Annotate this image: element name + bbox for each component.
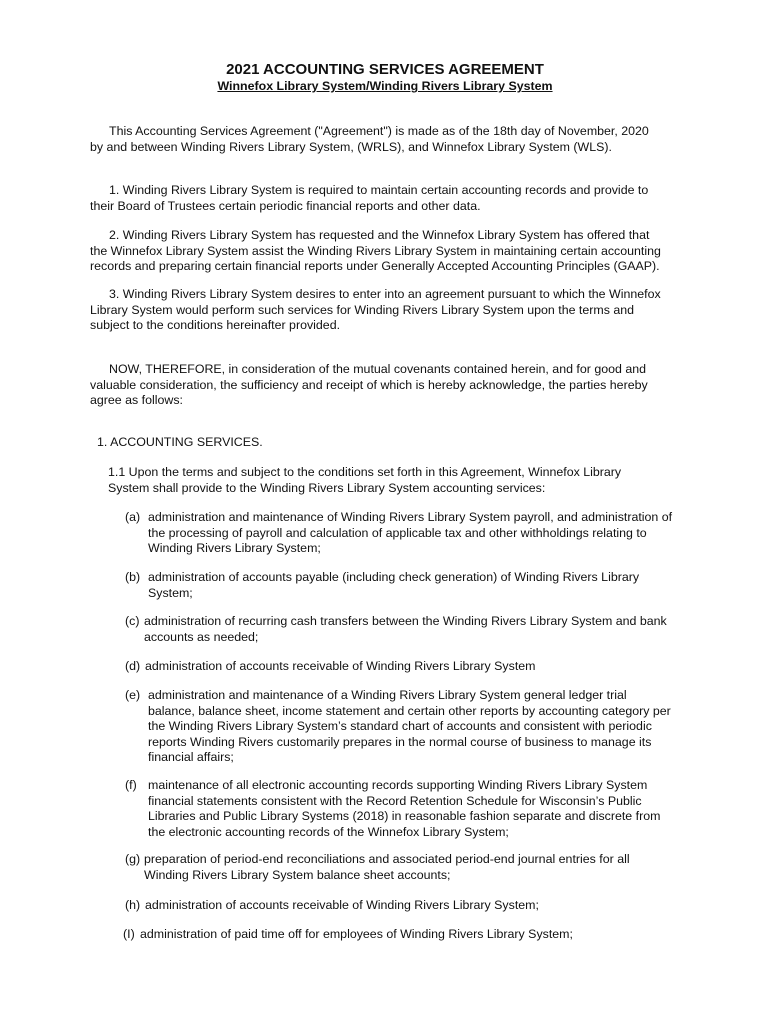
document-subtitle: Winnefox Library System/Winding Rivers Library System	[217, 79, 553, 93]
now-therefore-paragraph: NOW, THEREFORE, in consideration of the mutual covenants contained herein, and for good and valuable consideration, the sufficiency and receipt of which is hereby acknowledge, the parties hereby agree as follows:	[90, 362, 648, 407]
list-item	[125, 510, 675, 557]
recital-3: 3. Winding Rivers Library System desires to enter into an agreement pursuant to which the Winnefox Library System would perform such services for Winding Rivers Library System upon the terms and subject to the conditions hereinafter provided.	[90, 287, 661, 332]
item-label: (e)	[125, 688, 141, 702]
item-label: (c)	[125, 614, 140, 628]
item-text: administration of paid time off for employees of Winding Rivers Library System;	[140, 927, 573, 941]
item-text: administration of accounts payable (including check generation) of Winding Rivers Library System;	[148, 570, 640, 600]
list-item	[125, 688, 675, 766]
item-text: administration and maintenance of a Winding Rivers Library System general ledger trial balance, balance sheet, income statement and certain other reports by accounting category per the Winding Rivers Library System’s standard chart of accounts and consistent with periodic reports Winding Rivers customarily prepares in the normal course of business to manage its financial affairs;	[148, 688, 671, 764]
item-label: (I)	[123, 927, 135, 941]
item-text: administration of recurring cash transfers between the Winding Rivers Library System and bank accounts as needed;	[144, 614, 667, 644]
item-text: administration and maintenance of Winding Rivers Library System payroll, and administration of the processing of payroll and calculation of applicable tax and other withholdings relating to Winding Rivers Library System;	[148, 510, 673, 555]
item-label: (b)	[125, 570, 141, 584]
item-label: (a)	[125, 510, 141, 524]
item-text: maintenance of all electronic accounting records supporting Winding Rivers Library System financial statements consistent with the Record Retention Schedule for Wisconsin’s Public Libraries and Public Library Systems (2018) in reasonable fashion separate and discrete from the electronic accounting records of the Winnefox Library System;	[148, 778, 661, 839]
item-text: administration of accounts receivable of Winding Rivers Library System;	[145, 898, 539, 912]
list-item	[123, 927, 683, 943]
item-label: (g)	[125, 852, 141, 866]
list-item	[125, 852, 655, 883]
document-title: 2021 ACCOUNTING SERVICES AGREEMENT	[226, 61, 544, 78]
recital-2: 2. Winding Rivers Library System has requested and the Winnefox Library System has offered that the Winnefox Library System assist the Winding Rivers Library System in maintaining certain accounting records and preparing certain financial reports under Generally Accepted Accounting Principles (GAAP).	[90, 228, 661, 273]
recital-1: 1. Winding Rivers Library System is required to maintain certain accounting records and provide to their Board of Trustees certain periodic financial reports and other data.	[90, 183, 649, 213]
list-item	[125, 659, 685, 675]
section-1-heading: 1. ACCOUNTING SERVICES.	[97, 435, 263, 449]
clause-1-1: 1.1 Upon the terms and subject to the conditions set forth in this Agreement, Winnefox Library System shall provide to the Winding Rivers Library System accounting services:	[108, 465, 622, 495]
list-item	[125, 898, 685, 914]
item-text: preparation of period-end reconciliations and associated period-end journal entries for all Winding Rivers Library System balance sheet accounts;	[144, 852, 630, 882]
item-label: (f)	[125, 778, 137, 792]
intro-paragraph: This Accounting Services Agreement ("Agreement") is made as of the 18th day of November, 2020 by and between Winding Rivers Library System, (WRLS), and Winnefox Library System (WLS).	[90, 124, 649, 154]
item-label: (d)	[125, 659, 141, 673]
list-item	[125, 778, 675, 840]
item-label: (h)	[125, 898, 141, 912]
item-text: administration of accounts receivable of Winding Rivers Library System	[145, 659, 536, 673]
list-item	[125, 570, 675, 601]
list-item	[125, 614, 685, 645]
